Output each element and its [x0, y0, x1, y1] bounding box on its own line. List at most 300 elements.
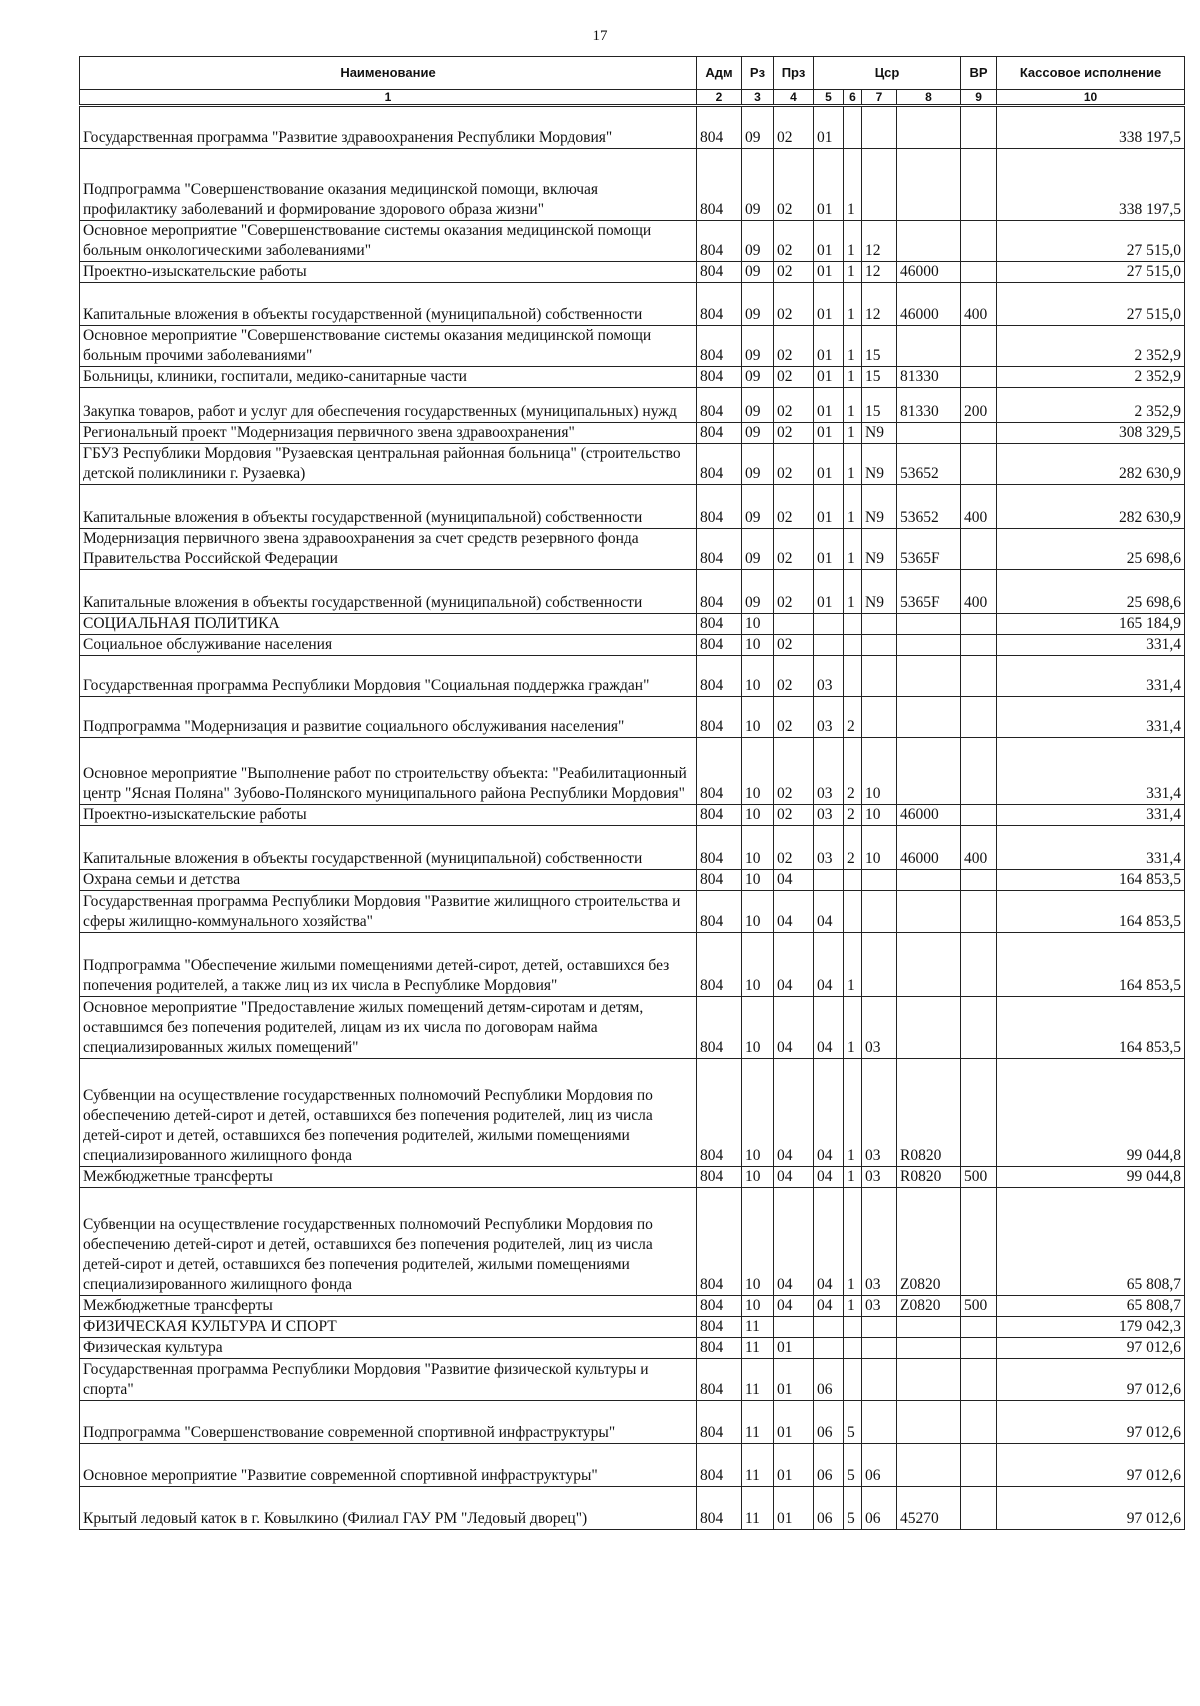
row-name: Подпрограмма "Совершенствование оказания медицинской помощи, включая профилактику заболеваний и формирование здорового образа жизни" [80, 149, 697, 221]
row-csr-event [862, 1359, 897, 1401]
row-name: СОЦИАЛЬНАЯ ПОЛИТИКА [80, 614, 697, 635]
row-vr: 400 [961, 826, 997, 870]
row-csr-event: N9 [862, 444, 897, 485]
row-rz: 10 [742, 738, 774, 805]
table-row [80, 656, 1185, 697]
row-csr-program [814, 870, 844, 891]
row-name: Основное мероприятие "Выполнение работ по строительству объекта: "Реабилитационный центр "Ясная Поляна" Зубово-Полянского муниципального района Республики Мордовия" [80, 738, 697, 805]
row-csr-event: 12 [862, 221, 897, 262]
row-prz: 02 [774, 326, 814, 367]
header-prz: Прз [774, 57, 814, 90]
table-row [80, 1317, 1185, 1338]
row-vr [961, 1188, 997, 1296]
row-prz: 04 [774, 1188, 814, 1296]
row-vr [961, 1059, 997, 1167]
row-csr-subprogram [844, 635, 862, 656]
row-amount: 27 515,0 [997, 283, 1185, 326]
row-csr-event: 03 [862, 1188, 897, 1296]
row-csr-subprogram: 1 [844, 997, 862, 1059]
row-rz: 10 [742, 697, 774, 738]
row-name: Основное мероприятие "Совершенствование системы оказания медицинской помощи больным прочими заболеваниями" [80, 326, 697, 367]
row-csr-direction: 53652 [897, 485, 961, 529]
row-amount: 338 197,5 [997, 149, 1185, 221]
row-rz: 09 [742, 326, 774, 367]
table-row [80, 738, 1185, 805]
row-amount: 97 012,6 [997, 1338, 1185, 1359]
row-csr-program [814, 1317, 844, 1338]
row-csr-subprogram: 1 [844, 485, 862, 529]
row-amount: 65 808,7 [997, 1296, 1185, 1317]
row-prz: 01 [774, 1487, 814, 1530]
row-csr-program [814, 614, 844, 635]
row-csr-direction: 46000 [897, 283, 961, 326]
row-amount: 99 044,8 [997, 1059, 1185, 1167]
row-name: Подпрограмма "Модернизация и развитие социального обслуживания населения" [80, 697, 697, 738]
row-csr-subprogram: 1 [844, 149, 862, 221]
row-csr-program: 04 [814, 997, 844, 1059]
row-csr-program: 01 [814, 149, 844, 221]
row-csr-direction [897, 1338, 961, 1359]
row-amount: 164 853,5 [997, 870, 1185, 891]
row-prz: 02 [774, 221, 814, 262]
row-prz: 02 [774, 423, 814, 444]
row-csr-event: 15 [862, 388, 897, 423]
row-adm: 804 [697, 1059, 742, 1167]
row-csr-direction: 46000 [897, 805, 961, 826]
table-row [80, 570, 1185, 614]
row-rz: 09 [742, 221, 774, 262]
row-vr [961, 805, 997, 826]
row-amount: 308 329,5 [997, 423, 1185, 444]
row-amount: 331,4 [997, 805, 1185, 826]
row-prz: 02 [774, 106, 814, 149]
row-amount: 331,4 [997, 697, 1185, 738]
column-number-row [80, 90, 1185, 106]
row-adm: 804 [697, 106, 742, 149]
row-rz: 10 [742, 614, 774, 635]
row-name: Физическая культура [80, 1338, 697, 1359]
table-row [80, 1444, 1185, 1487]
row-adm: 804 [697, 997, 742, 1059]
row-rz: 10 [742, 1059, 774, 1167]
row-csr-direction [897, 221, 961, 262]
row-name: Социальное обслуживание населения [80, 635, 697, 656]
row-name: ФИЗИЧЕСКАЯ КУЛЬТУРА И СПОРТ [80, 1317, 697, 1338]
row-rz: 10 [742, 1167, 774, 1188]
row-amount: 331,4 [997, 738, 1185, 805]
row-csr-subprogram: 5 [844, 1401, 862, 1444]
row-csr-event: 06 [862, 1487, 897, 1530]
row-prz: 02 [774, 283, 814, 326]
row-csr-event [862, 933, 897, 997]
row-csr-subprogram: 1 [844, 283, 862, 326]
row-adm: 804 [697, 891, 742, 933]
row-csr-subprogram [844, 891, 862, 933]
header-row [80, 57, 1185, 90]
row-name: Государственная программа Республики Мордовия "Развитие физической культуры и спорта" [80, 1359, 697, 1401]
row-adm: 804 [697, 933, 742, 997]
row-csr-program: 01 [814, 570, 844, 614]
row-amount: 338 197,5 [997, 106, 1185, 149]
row-csr-program: 03 [814, 656, 844, 697]
row-amount: 282 630,9 [997, 444, 1185, 485]
row-adm: 804 [697, 529, 742, 570]
row-csr-event [862, 635, 897, 656]
row-vr [961, 656, 997, 697]
column-number: 6 [844, 90, 862, 106]
row-csr-direction [897, 106, 961, 149]
row-csr-direction: R0820 [897, 1059, 961, 1167]
row-amount: 165 184,9 [997, 614, 1185, 635]
row-csr-program: 06 [814, 1401, 844, 1444]
row-csr-subprogram: 1 [844, 262, 862, 283]
row-csr-event [862, 1338, 897, 1359]
row-name: Закупка товаров, работ и услуг для обеспечения государственных (муниципальных) нужд [80, 388, 697, 423]
table-row [80, 529, 1185, 570]
column-number: 10 [997, 90, 1185, 106]
row-csr-direction [897, 870, 961, 891]
row-adm: 804 [697, 262, 742, 283]
row-vr [961, 529, 997, 570]
row-csr-program: 03 [814, 697, 844, 738]
row-csr-direction: Z0820 [897, 1296, 961, 1317]
row-rz: 10 [742, 933, 774, 997]
table-row [80, 485, 1185, 529]
row-vr [961, 1444, 997, 1487]
header-amount: Кассовое исполнение [997, 57, 1185, 90]
row-csr-direction: 53652 [897, 444, 961, 485]
row-name: Подпрограмма "Обеспечение жилыми помещениями детей-сирот, детей, оставшихся без попечения родителей, а также лиц из их числа в Республике Мордовия" [80, 933, 697, 997]
row-adm: 804 [697, 1487, 742, 1530]
row-csr-direction [897, 1317, 961, 1338]
row-vr [961, 149, 997, 221]
header-name: Наименование [80, 57, 697, 90]
row-prz: 04 [774, 997, 814, 1059]
row-vr: 400 [961, 283, 997, 326]
row-csr-event [862, 1401, 897, 1444]
row-csr-event: 12 [862, 283, 897, 326]
row-vr [961, 614, 997, 635]
column-number: 9 [961, 90, 997, 106]
row-vr [961, 738, 997, 805]
row-amount: 282 630,9 [997, 485, 1185, 529]
row-amount: 97 012,6 [997, 1487, 1185, 1530]
row-vr: 400 [961, 485, 997, 529]
table-row [80, 891, 1185, 933]
row-adm: 804 [697, 326, 742, 367]
row-csr-subprogram: 1 [844, 1059, 862, 1167]
table-row [80, 933, 1185, 997]
table-row [80, 388, 1185, 423]
table-row [80, 1401, 1185, 1444]
row-csr-program: 06 [814, 1487, 844, 1530]
row-adm: 804 [697, 697, 742, 738]
row-csr-event: N9 [862, 570, 897, 614]
row-adm: 804 [697, 1338, 742, 1359]
row-prz: 02 [774, 444, 814, 485]
table-row [80, 106, 1185, 149]
row-rz: 11 [742, 1487, 774, 1530]
row-prz: 01 [774, 1401, 814, 1444]
table-row [80, 444, 1185, 485]
row-adm: 804 [697, 423, 742, 444]
row-csr-event: 10 [862, 805, 897, 826]
row-adm: 804 [697, 283, 742, 326]
row-name: Основное мероприятие "Развитие современной спортивной инфраструктуры" [80, 1444, 697, 1487]
row-name: Субвенции на осуществление государственных полномочий Республики Мордовия по обеспечению детей-сирот и детей, оставшихся без попечения родителей, лиц из числа детей-сирот и детей, оставшихся без попечения родителей, жилыми помещениями специализированного жилищного фонда [80, 1188, 697, 1296]
column-number: 1 [80, 90, 697, 106]
row-amount: 331,4 [997, 826, 1185, 870]
row-name: Субвенции на осуществление государственных полномочий Республики Мордовия по обеспечению детей-сирот и детей, оставшихся без попечения родителей, лиц из числа детей-сирот и детей, оставшихся без попечения родителей, жилыми помещениями специализированного жилищного фонда [80, 1059, 697, 1167]
row-csr-program: 01 [814, 221, 844, 262]
row-prz: 02 [774, 485, 814, 529]
row-amount: 2 352,9 [997, 388, 1185, 423]
row-csr-direction: 46000 [897, 262, 961, 283]
row-rz: 09 [742, 283, 774, 326]
row-csr-subprogram: 5 [844, 1444, 862, 1487]
row-adm: 804 [697, 635, 742, 656]
row-adm: 804 [697, 1401, 742, 1444]
row-csr-program: 04 [814, 1188, 844, 1296]
row-csr-program: 01 [814, 388, 844, 423]
row-rz: 10 [742, 635, 774, 656]
row-rz: 09 [742, 444, 774, 485]
row-name: Подпрограмма "Совершенствование современной спортивной инфраструктуры" [80, 1401, 697, 1444]
row-adm: 804 [697, 1359, 742, 1401]
row-csr-program: 01 [814, 283, 844, 326]
row-csr-event [862, 106, 897, 149]
row-prz: 01 [774, 1444, 814, 1487]
row-csr-event: 06 [862, 1444, 897, 1487]
row-csr-event: 03 [862, 1167, 897, 1188]
row-csr-program: 03 [814, 805, 844, 826]
table-row [80, 283, 1185, 326]
row-csr-program [814, 1338, 844, 1359]
row-prz: 02 [774, 529, 814, 570]
row-vr: 500 [961, 1167, 997, 1188]
row-amount: 2 352,9 [997, 326, 1185, 367]
row-csr-direction [897, 614, 961, 635]
row-name: Государственная программа Республики Мордовия "Социальная поддержка граждан" [80, 656, 697, 697]
row-rz: 09 [742, 106, 774, 149]
row-csr-program: 01 [814, 367, 844, 388]
row-adm: 804 [697, 367, 742, 388]
row-csr-direction [897, 1359, 961, 1401]
table-row [80, 262, 1185, 283]
column-number: 3 [742, 90, 774, 106]
row-name: Охрана семьи и детства [80, 870, 697, 891]
row-csr-subprogram: 1 [844, 570, 862, 614]
row-vr [961, 1401, 997, 1444]
row-amount: 65 808,7 [997, 1188, 1185, 1296]
row-name: Государственная программа Республики Мордовия "Развитие жилищного строительства и сферы жилищно-коммунального хозяйства" [80, 891, 697, 933]
row-csr-subprogram [844, 870, 862, 891]
row-rz: 11 [742, 1359, 774, 1401]
row-amount: 27 515,0 [997, 221, 1185, 262]
row-vr [961, 933, 997, 997]
row-vr [961, 106, 997, 149]
table-row [80, 870, 1185, 891]
table-row [80, 149, 1185, 221]
column-number: 8 [897, 90, 961, 106]
table-body [80, 106, 1185, 1530]
row-csr-program: 01 [814, 326, 844, 367]
row-csr-event [862, 870, 897, 891]
row-prz: 01 [774, 1338, 814, 1359]
row-rz: 09 [742, 367, 774, 388]
row-csr-direction: 45270 [897, 1487, 961, 1530]
row-amount: 97 012,6 [997, 1444, 1185, 1487]
row-csr-direction [897, 656, 961, 697]
row-adm: 804 [697, 444, 742, 485]
row-rz: 09 [742, 262, 774, 283]
row-csr-direction [897, 997, 961, 1059]
row-csr-event: 03 [862, 1059, 897, 1167]
row-csr-subprogram [844, 1317, 862, 1338]
row-adm: 804 [697, 388, 742, 423]
row-name: Капитальные вложения в объекты государственной (муниципальной) собственности [80, 570, 697, 614]
row-amount: 331,4 [997, 656, 1185, 697]
row-adm: 804 [697, 826, 742, 870]
row-csr-event [862, 1317, 897, 1338]
row-name: Крытый ледовый каток в г. Ковылкино (Филиал ГАУ РМ "Ледовый дворец") [80, 1487, 697, 1530]
row-amount: 164 853,5 [997, 997, 1185, 1059]
row-adm: 804 [697, 1296, 742, 1317]
row-rz: 09 [742, 529, 774, 570]
row-csr-event: 03 [862, 997, 897, 1059]
column-number: 2 [697, 90, 742, 106]
row-csr-event: 03 [862, 1296, 897, 1317]
row-name: Модернизация первичного звена здравоохранения за счет средств резервного фонда Правительства Российской Федерации [80, 529, 697, 570]
row-rz: 10 [742, 997, 774, 1059]
table-row [80, 1167, 1185, 1188]
row-prz: 02 [774, 570, 814, 614]
table-row [80, 826, 1185, 870]
row-name: Больницы, клиники, госпитали, медико-санитарные части [80, 367, 697, 388]
row-rz: 11 [742, 1444, 774, 1487]
column-number: 5 [814, 90, 844, 106]
row-prz [774, 614, 814, 635]
row-amount: 179 042,3 [997, 1317, 1185, 1338]
row-adm: 804 [697, 656, 742, 697]
row-amount: 97 012,6 [997, 1359, 1185, 1401]
row-name: Капитальные вложения в объекты государственной (муниципальной) собственности [80, 826, 697, 870]
row-rz: 09 [742, 423, 774, 444]
row-prz: 04 [774, 1059, 814, 1167]
table-row [80, 1296, 1185, 1317]
row-prz: 04 [774, 1296, 814, 1317]
row-adm: 804 [697, 485, 742, 529]
row-csr-direction: R0820 [897, 1167, 961, 1188]
row-csr-event: 15 [862, 367, 897, 388]
row-csr-subprogram: 2 [844, 697, 862, 738]
row-csr-event: 12 [862, 262, 897, 283]
row-rz: 11 [742, 1338, 774, 1359]
row-vr [961, 697, 997, 738]
row-prz: 02 [774, 697, 814, 738]
row-adm: 804 [697, 1317, 742, 1338]
row-rz: 10 [742, 1188, 774, 1296]
row-csr-event: N9 [862, 485, 897, 529]
table-row [80, 697, 1185, 738]
row-csr-direction: 46000 [897, 826, 961, 870]
row-csr-event: N9 [862, 529, 897, 570]
row-csr-program: 03 [814, 738, 844, 805]
row-csr-subprogram: 1 [844, 367, 862, 388]
table-row [80, 367, 1185, 388]
row-csr-direction [897, 1444, 961, 1487]
row-rz: 10 [742, 1296, 774, 1317]
row-vr [961, 1338, 997, 1359]
row-adm: 804 [697, 570, 742, 614]
row-rz: 11 [742, 1317, 774, 1338]
row-name: Межбюджетные трансферты [80, 1167, 697, 1188]
column-number: 7 [862, 90, 897, 106]
row-rz: 09 [742, 388, 774, 423]
row-csr-event: 15 [862, 326, 897, 367]
row-csr-subprogram: 1 [844, 1296, 862, 1317]
row-vr [961, 262, 997, 283]
row-csr-direction [897, 326, 961, 367]
row-prz: 02 [774, 826, 814, 870]
row-csr-subprogram: 1 [844, 529, 862, 570]
row-csr-program: 01 [814, 262, 844, 283]
row-prz: 04 [774, 891, 814, 933]
row-prz: 02 [774, 262, 814, 283]
row-rz: 09 [742, 485, 774, 529]
row-name: Государственная программа "Развитие здравоохранения Республики Мордовия" [80, 106, 697, 149]
table-row [80, 1059, 1185, 1167]
row-name: Основное мероприятие "Совершенствование системы оказания медицинской помощи больным онкологическими заболеваниями" [80, 221, 697, 262]
row-csr-program: 01 [814, 444, 844, 485]
row-csr-subprogram [844, 106, 862, 149]
row-rz: 10 [742, 891, 774, 933]
row-csr-event [862, 656, 897, 697]
row-csr-event [862, 891, 897, 933]
row-vr [961, 1487, 997, 1530]
table-row [80, 1188, 1185, 1296]
row-csr-direction [897, 1401, 961, 1444]
table-row [80, 221, 1185, 262]
row-prz: 02 [774, 805, 814, 826]
row-csr-direction: 81330 [897, 388, 961, 423]
row-vr: 500 [961, 1296, 997, 1317]
table-row [80, 326, 1185, 367]
row-csr-subprogram [844, 1359, 862, 1401]
row-prz: 02 [774, 388, 814, 423]
row-csr-subprogram: 5 [844, 1487, 862, 1530]
column-number: 4 [774, 90, 814, 106]
row-csr-program: 03 [814, 826, 844, 870]
row-csr-subprogram: 2 [844, 805, 862, 826]
table-row [80, 635, 1185, 656]
row-csr-program: 01 [814, 529, 844, 570]
row-amount: 99 044,8 [997, 1167, 1185, 1188]
row-rz: 10 [742, 870, 774, 891]
row-csr-direction [897, 149, 961, 221]
row-csr-program: 06 [814, 1359, 844, 1401]
row-rz: 11 [742, 1401, 774, 1444]
row-csr-subprogram [844, 656, 862, 697]
row-amount: 331,4 [997, 635, 1185, 656]
row-name: Межбюджетные трансферты [80, 1296, 697, 1317]
row-csr-subprogram: 1 [844, 1188, 862, 1296]
row-csr-subprogram: 2 [844, 826, 862, 870]
row-vr [961, 444, 997, 485]
row-csr-event: 10 [862, 826, 897, 870]
row-amount: 25 698,6 [997, 570, 1185, 614]
row-vr [961, 1317, 997, 1338]
